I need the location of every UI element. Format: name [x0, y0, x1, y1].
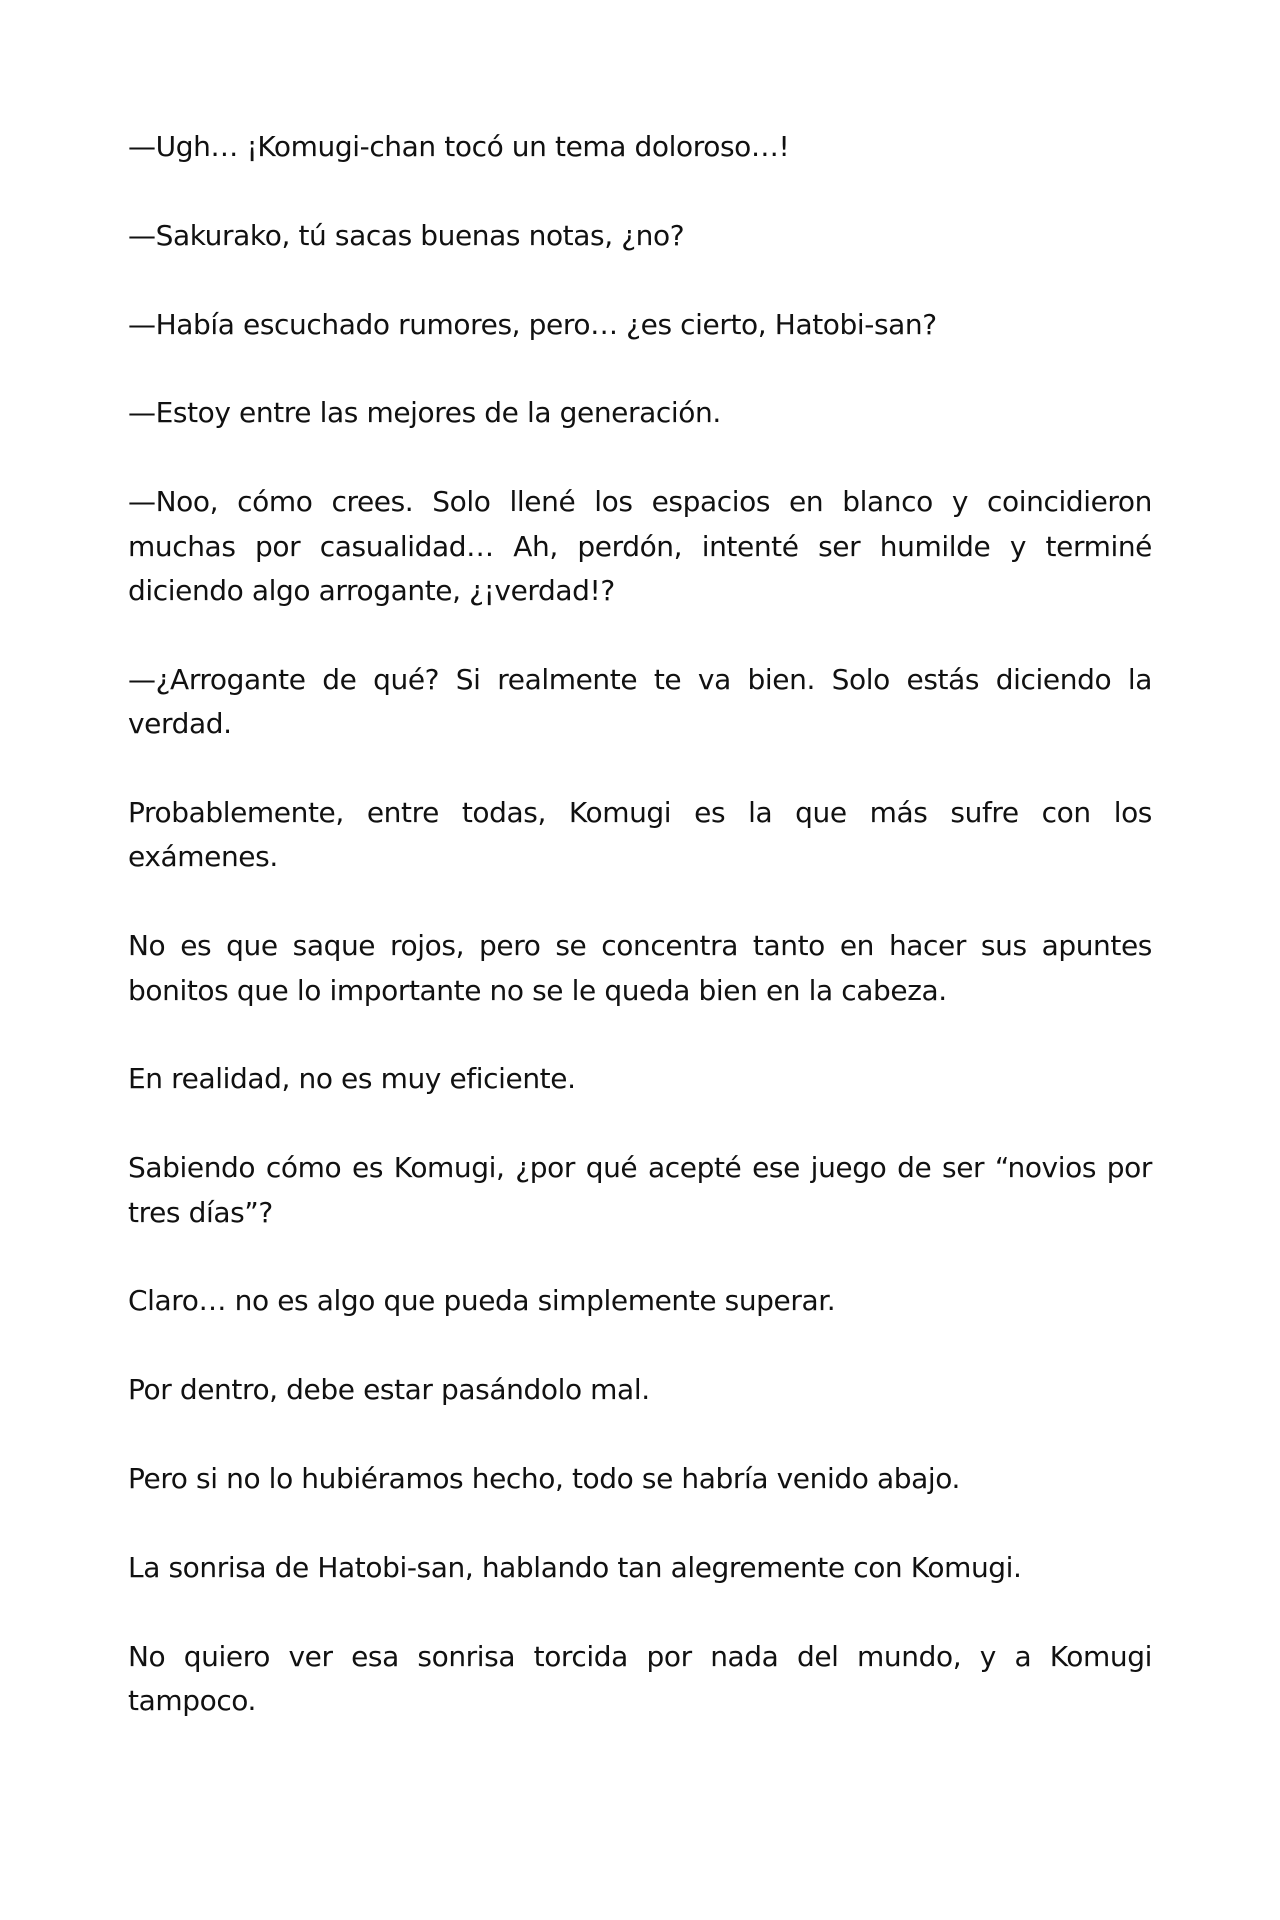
paragraph-narration: Pero si no lo hubiéramos hecho, todo se habría venido abajo.	[128, 1462, 960, 1495]
paragraph-dialogue: —Noo, cómo crees. Solo llené los espacios en blanco y coincidieron muchas por casualidad… Ah, perdón, intenté ser humilde y terminé diciendo algo arrogante, ¿¡verdad!?	[128, 485, 1152, 607]
paragraph-narration: Probablemente, entre todas, Komugi es la que más sufre con los exámenes.	[128, 796, 1152, 874]
paragraph-dialogue: —Sakurako, tú sacas buenas notas, ¿no?	[128, 218, 685, 252]
paragraph-narration: En realidad, no es muy eficiente.	[128, 1062, 576, 1096]
paragraph-narration: No quiero ver esa sonrisa torcida por nada del mundo, y a Komugi tampoco.	[128, 1639, 1152, 1717]
document-page	[128, 125, 1152, 1723]
paragraph-dialogue: —Ugh… ¡Komugi-chan tocó un tema doloroso…!	[128, 130, 790, 163]
paragraph-narration: La sonrisa de Hatobi-san, hablando tan alegremente con Komugi.	[128, 1550, 1022, 1584]
paragraph-narration: No es que saque rojos, pero se concentra tanto en hacer sus apuntes bonitos que lo importante no se le queda bien en la cabeza.	[128, 929, 1152, 1007]
paragraph-narration: Por dentro, debe estar pasándolo mal.	[128, 1373, 650, 1407]
paragraph-narration: Claro… no es algo que pueda simplemente superar.	[128, 1284, 836, 1318]
paragraph-dialogue: —¿Arrogante de qué? Si realmente te va bien. Solo estás diciendo la verdad.	[128, 662, 1152, 741]
paragraph-dialogue: —Estoy entre las mejores de la generación.	[128, 396, 721, 430]
paragraph-narration: Sabiendo cómo es Komugi, ¿por qué acepté ese juego de ser “novios por tres días”?	[128, 1151, 1152, 1229]
paragraph-dialogue: —Había escuchado rumores, pero… ¿es cierto, Hatobi-san?	[128, 307, 937, 341]
